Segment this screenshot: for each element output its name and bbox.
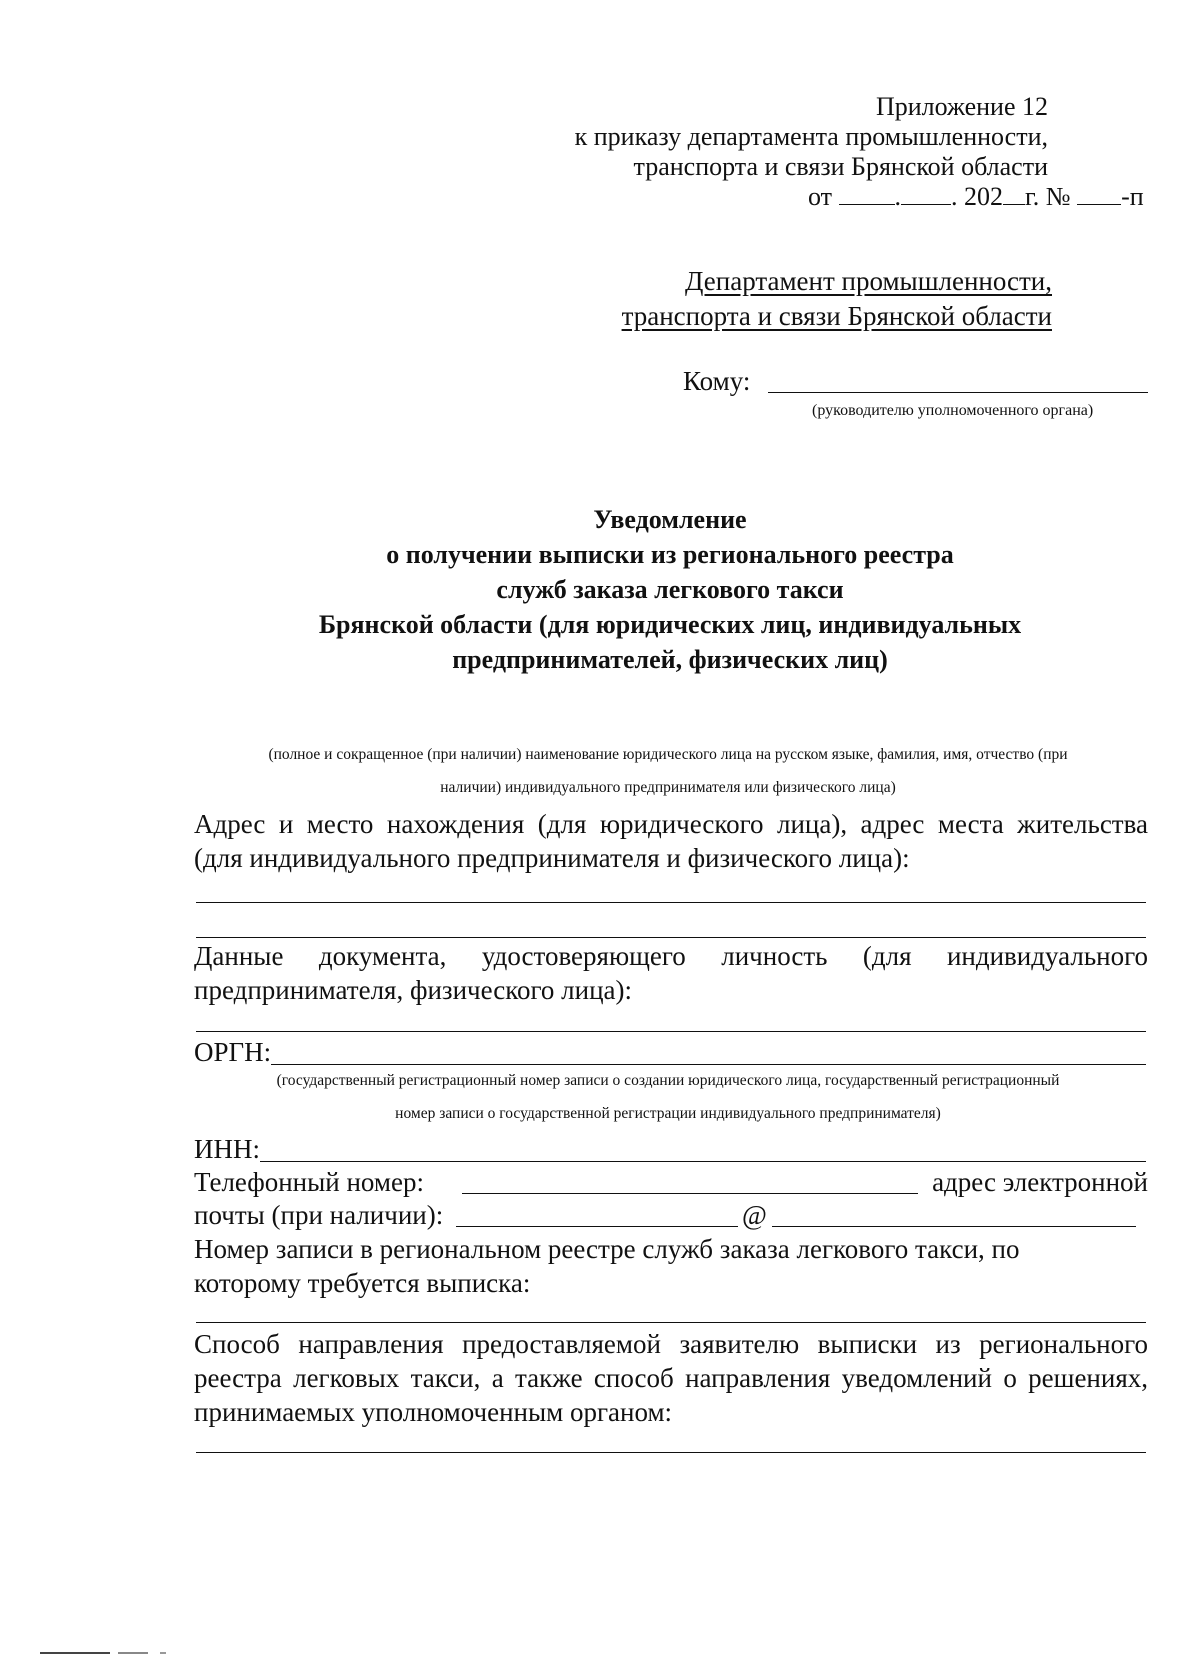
recipient-input-line[interactable]: [768, 392, 1148, 393]
identity-input-line[interactable]: [196, 1031, 1146, 1032]
address-label-line2: (для индивидуального предпринимателя и физического лица):: [194, 843, 910, 873]
day-blank[interactable]: [839, 182, 895, 205]
delivery-label-line2: реестра легковых такси, а также способ направления уведомлений о решениях,: [194, 1363, 1148, 1393]
delivery-label-line3: принимаемых уполномоченным органом:: [194, 1397, 673, 1427]
to-label: Кому:: [683, 366, 751, 396]
scan-artifact: [40, 1652, 110, 1654]
title-line5: предпринимателей, физических лиц): [452, 645, 888, 674]
delivery-input-line[interactable]: [196, 1452, 1146, 1453]
email-label-line1: адрес электронной: [932, 1167, 1148, 1197]
scan-artifact: [118, 1652, 148, 1654]
title-line3: служб заказа легкового такси: [496, 575, 844, 604]
phone-input-line[interactable]: [462, 1193, 918, 1194]
month-blank[interactable]: [901, 182, 951, 205]
department-name-line2: транспорта и связи Брянской области: [621, 301, 1052, 331]
record-label-line2: которому требуется выписка:: [194, 1268, 531, 1298]
address-input-line2[interactable]: [196, 937, 1146, 938]
title-line4: Брянской области (для юридических лиц, индивидуальных: [318, 610, 1022, 639]
ogrn-caption-line1: (государственный регистрационный номер записи о создании юридического лица, государственный регистрационный: [276, 1072, 1060, 1089]
email-user-input-line[interactable]: [456, 1226, 738, 1227]
order-date-line: от . . 202 г. № -п: [808, 182, 1144, 211]
address-label-line1: Адрес и место нахождения (для юридического лица), адрес места жительства: [194, 809, 1148, 839]
inn-label: ИНН:: [194, 1134, 260, 1164]
record-label-line1: Номер записи в региональном реестре служб заказа легкового такси, по: [194, 1234, 1020, 1264]
record-input-line[interactable]: [196, 1322, 1146, 1323]
inn-row: [194, 1133, 1146, 1166]
order-number-blank[interactable]: [1077, 182, 1121, 205]
number-suffix: -п: [1121, 182, 1144, 211]
appendix-title: Приложение 12: [875, 92, 1048, 121]
phone-label: Телефонный номер:: [194, 1167, 424, 1197]
at-sign: @: [742, 1200, 767, 1230]
date-prefix: от: [808, 182, 833, 211]
department-name-line1: Департамент промышленности,: [685, 266, 1052, 296]
inn-input-line[interactable]: [260, 1137, 1146, 1162]
address-input-line1[interactable]: [196, 902, 1146, 903]
identity-label-line2: предпринимателя, физического лица):: [194, 975, 632, 1005]
scan-artifact: [160, 1652, 166, 1654]
year-blank[interactable]: [1003, 182, 1025, 205]
recipient-caption: (руководителю уполномоченного органа): [812, 402, 1094, 419]
number-sign: г. №: [1025, 182, 1071, 211]
name-caption-line2: наличии) индивидуального предпринимателя или физического лица): [440, 779, 896, 796]
order-reference: к приказу департамента промышленности,: [574, 122, 1048, 151]
ogrn-label: ОРГН:: [194, 1037, 272, 1067]
name-caption-line1: (полное и сокращенное (при наличии) наименование юридического лица на русском языке, фамилия, имя, отчество (при: [268, 746, 1068, 763]
email-domain-input-line[interactable]: [772, 1226, 1136, 1227]
year-prefix: . 202: [951, 182, 1004, 211]
ogrn-input-line[interactable]: [271, 1040, 1146, 1065]
delivery-label-line1: Способ направления предоставляемой заявителю выписки из регионального: [194, 1329, 1148, 1359]
identity-label-line1: Данные документа, удостоверяющего личность (для индивидуального: [194, 941, 1148, 971]
title-line1: Уведомление: [593, 505, 747, 534]
title-line2: о получении выписки из регионального реестра: [386, 540, 954, 569]
ogrn-row: [194, 1036, 1146, 1069]
ogrn-caption-line2: номер записи о государственной регистрации индивидуального предпринимателя): [395, 1105, 941, 1122]
email-label-line2: почты (при наличии):: [194, 1200, 444, 1230]
department-reference: транспорта и связи Брянской области: [633, 152, 1048, 181]
